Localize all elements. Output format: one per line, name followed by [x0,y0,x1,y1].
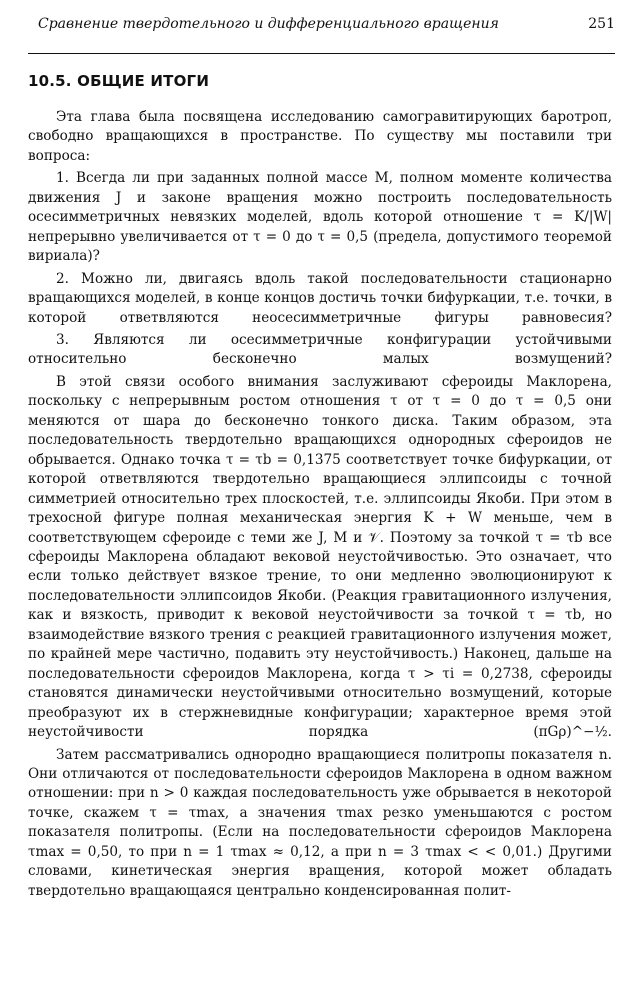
section-heading: 10.5. ОБЩИЕ ИТОГИ [28,72,210,90]
body-text [28,108,612,901]
paragraph-question-1: 1. Всегда ли при заданных полной массе M, полном моменте количества движения J и законе вращения можно построить последовательность осесимметричных невязких моделей, вдоль которой отношение τ = K/|W| непрерывно увеличивается от τ = 0 до τ = 0,5 (предела, допустимого теоремой вириала)? [28,170,612,265]
running-head [28,16,615,38]
page-number: 251 [588,16,615,32]
paragraph-maclaurin: В этой связи особого внимания заслуживают сфероиды Маклорена, поскольку с непрерывным ростом отношения τ от τ = 0 до τ = 0,5 они меняются от шара до бесконечно тонкого диска. Таким образом, эта последовательность твердотельно вращающихся однородных сфероидов не обрывается. Однако точка τ = τb = 0,1375 соответствует точке бифуркации, от которой ответвляются твердотельно вращающиеся эллипсоиды с точной симметрией относительно трех плоскостей, т.е. эллипсоиды Якоби. При этом в трехосной фигуре полная механическая энергия K + W меньше, чем в соответствующем сфероиде с теми же J, M и 𝒱. Поэтому за точкой τ = τb все сфероиды Маклорена обладают вековой неустойчивостью. Это означает, что если только действует вязкое трение, то они медленно эволюционируют к последовательности эллипсоидов Якоби. (Реакция гравитационного излучения, как и вязкость, приводит к вековой неустойчивости за точкой τ = τb, но взаимодействие вязкого трения с реакцией гравитационного излучения может, по крайней мере частично, подавить эту неустойчивость.) Наконец, дальше на последовательности сфероидов Маклорена, когда τ > τi = 0,2738, сфероиды становятся динамически неустойчивыми относительно возмущений, которые преобразуют их в стержневидные конфигурации; характерное время этой неустойчивости порядка (πGρ)^−½. [28,373,612,741]
paragraph-question-2: 2. Можно ли, двигаясь вдоль такой последовательности стационарно вращающихся моделей, в конце концов достичь точки бифуркации, т.е. точки, в которой ответвляются неосесимметричные фигуры равновесия? [28,270,612,326]
running-head-title: Сравнение твердотельного и дифференциального вращения [38,16,499,32]
paragraph-intro: Эта глава была посвящена исследованию самогравитирующих баротроп, свободно вращающихся в пространстве. По существу мы поставили три вопроса: [28,109,612,164]
header-rule [28,53,615,54]
paragraph-question-3: 3. Являются ли осесимметричные конфигурации устойчивыми относительно бесконечно малых возмущений? [28,331,612,368]
paragraph-polytropes: Затем рассматривались однородно вращающиеся политропы показателя n. Они отличаются от последовательности сфероидов Маклорена в одном важном отношении: при n > 0 каждая последовательность уже обрывается в некоторой точке, скажем τ = τmax, а значения τmax резко уменьшаются с ростом показателя политропы. (Если на последовательности сфероидов Маклорена τmax = 0,50, то при n = 1 τmax ≈ 0,12, а при n = 3 τmax < < 0,01.) Другими словами, кинетическая энергия вращения, которой может обладать твердотельно вращающаяся центрально конденсированная полит- [28,746,612,899]
